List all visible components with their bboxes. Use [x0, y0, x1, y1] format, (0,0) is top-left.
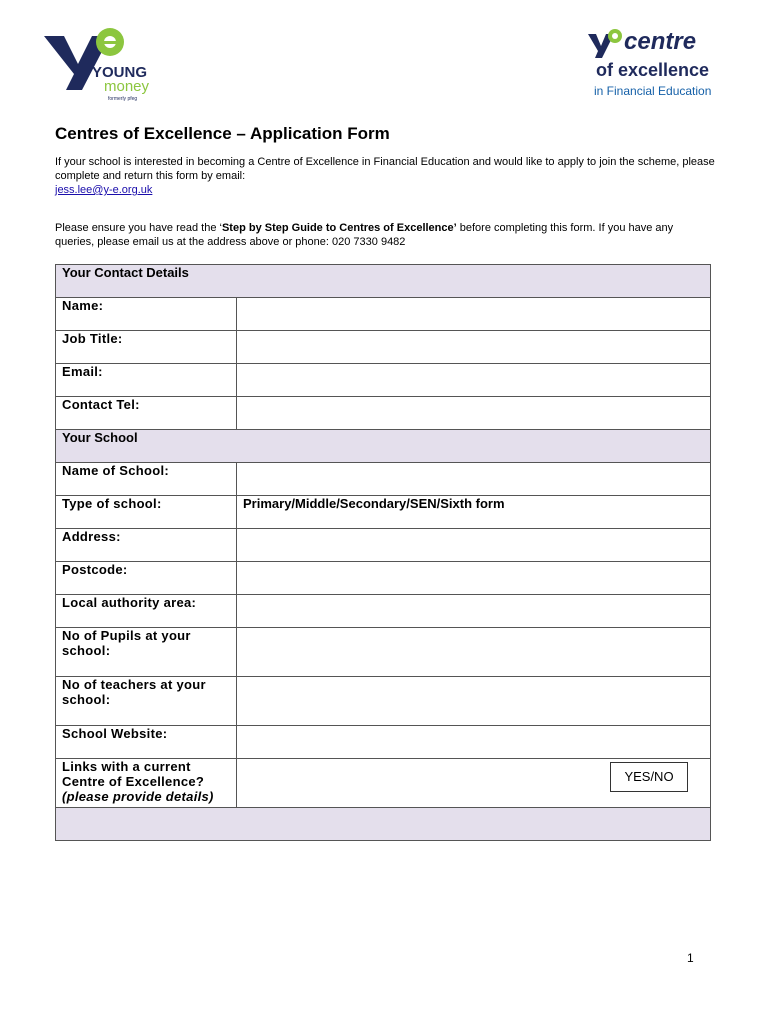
field-label: Links with a current Centre of Excellence?	[62, 759, 205, 789]
table-row	[56, 364, 711, 397]
table-row	[56, 562, 711, 595]
local-authority-input[interactable]	[237, 595, 711, 628]
field-label: Job Title:	[56, 331, 237, 364]
school-name-input[interactable]	[237, 463, 711, 496]
ye-small-mark-icon	[586, 28, 626, 62]
table-row	[56, 331, 711, 364]
postcode-input[interactable]	[237, 562, 711, 595]
pupils-input[interactable]	[237, 628, 711, 677]
name-input[interactable]	[237, 298, 711, 331]
links-label-cell	[56, 759, 237, 808]
table-row	[56, 595, 711, 628]
table-row	[56, 529, 711, 562]
note-paragraph	[55, 221, 715, 249]
guide-title: Step by Step Guide to Centres of Excellence’	[221, 222, 457, 234]
field-label: Name of School:	[56, 463, 237, 496]
logo-young-text: YOUNG	[92, 64, 148, 81]
note-prefix: Please ensure you have read the ‘	[55, 222, 222, 234]
application-form-table	[55, 264, 711, 841]
email-link[interactable]: jess.lee@y-e.org.uk	[55, 184, 153, 196]
field-label: Contact Tel:	[56, 397, 237, 430]
table-row	[56, 298, 711, 331]
page-title: Centres of Excellence – Application Form	[55, 124, 390, 143]
field-label: No of Pupils at your school:	[56, 628, 237, 677]
section-heading: Your Contact Details	[56, 265, 711, 298]
field-label: Local authority area:	[56, 595, 237, 628]
table-row	[56, 496, 711, 529]
intro-paragraph	[55, 155, 715, 197]
logo-tagline: formerly pfeg	[108, 96, 138, 102]
field-label: No of teachers at your school:	[56, 677, 237, 726]
centre-of-excellence-logo	[586, 28, 731, 103]
website-input[interactable]	[237, 726, 711, 759]
intro-text: If your school is interested in becoming a Centre of Excellence in Financial Education and would like to apply to join the scheme, please complete and return this form by email:	[55, 156, 715, 182]
section-your-school	[56, 430, 711, 463]
yes-no-box[interactable]: YES/NO	[610, 762, 688, 792]
young-money-logo	[42, 24, 167, 106]
table-row	[56, 463, 711, 496]
table-row	[56, 726, 711, 759]
field-label: Postcode:	[56, 562, 237, 595]
school-type-options[interactable]: Primary/Middle/Secondary/SEN/Sixth form	[237, 496, 711, 529]
logo-money-text: money	[104, 78, 150, 95]
field-label: Address:	[56, 529, 237, 562]
table-row	[56, 628, 711, 677]
note-suffix: before completing this form. If you have any queries, please email us at the address above or phone: 020 7330 9482	[55, 222, 674, 248]
details-input[interactable]	[56, 808, 711, 841]
field-note: (please provide details)	[62, 789, 214, 804]
page-number: 1	[687, 951, 694, 965]
logo-excellence-text: of excellence	[596, 60, 710, 80]
address-input[interactable]	[237, 529, 711, 562]
field-label: Name:	[56, 298, 237, 331]
logo-centre-text: centre	[624, 28, 697, 55]
teachers-input[interactable]	[237, 677, 711, 726]
details-row	[56, 808, 711, 841]
field-label: School Website:	[56, 726, 237, 759]
table-row	[56, 677, 711, 726]
field-label: Email:	[56, 364, 237, 397]
table-row	[56, 397, 711, 430]
field-label: Type of school:	[56, 496, 237, 529]
contact-tel-input[interactable]	[237, 397, 711, 430]
email-input[interactable]	[237, 364, 711, 397]
section-heading: Your School	[56, 430, 711, 463]
section-contact-details	[56, 265, 711, 298]
job-title-input[interactable]	[237, 331, 711, 364]
logo-financial-text: in Financial Education	[594, 84, 712, 98]
